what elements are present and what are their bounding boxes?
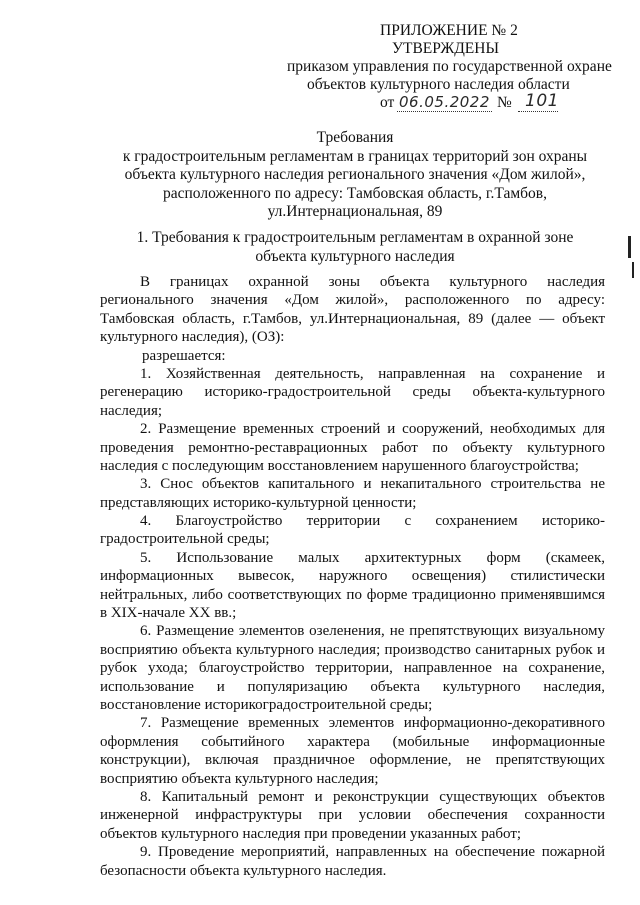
requirement-line: информационных вывесок, наружного освещения) стилистически xyxy=(100,568,605,585)
requirement-line: в XIX-начале XX вв.; xyxy=(100,605,237,622)
date-prefix: от xyxy=(380,94,395,111)
requirement-line: восприятию объекта культурного наследия; xyxy=(100,770,379,787)
requirement-item xyxy=(100,788,605,843)
order-line-2: объектов культурного наследия области xyxy=(307,76,570,93)
title-line-5: ул.Интернациональная, 89 xyxy=(267,203,443,220)
requirement-line: нейтральных, либо соответствующих по форме традиционно применявшимся xyxy=(100,586,605,603)
section-heading xyxy=(120,229,590,266)
permitted-label: разрешается: xyxy=(142,347,226,364)
intro-line: В границах охранной зоны объекта культурного наследия xyxy=(140,274,605,290)
requirement-line: рубок ухода; благоустройство территории, направленное на сохранение, xyxy=(100,660,605,677)
body-text xyxy=(100,273,605,880)
requirement-line: конструкции), включая праздничное оформление, не препятствующих xyxy=(100,752,605,769)
scan-mark xyxy=(632,262,634,278)
requirement-line: объектов культурного наследия при проведении указанных работ; xyxy=(100,825,522,842)
requirement-line: проведения ремонтно-реставрационных работ по объекту культурного xyxy=(100,439,605,456)
requirement-line: безопасности объекта культурного наследия. xyxy=(100,862,387,879)
requirement-line: 1. Хозяйственная деятельность, направленная на сохранение и xyxy=(140,365,605,382)
title-line-4: расположенного по адресу: Тамбовская область, г.Тамбов, xyxy=(163,184,547,202)
title-line-1: Требования xyxy=(316,129,394,146)
intro-line: регионального значения «Дом жилой», расположенного по адресу: xyxy=(100,292,605,309)
requirements-list xyxy=(100,365,605,880)
requirement-line: 8. Капитальный ремонт и реконструкции существующих объектов xyxy=(140,788,605,805)
handwritten-number: 101 xyxy=(525,91,559,111)
handwritten-date: 06.05.2022 xyxy=(399,93,490,111)
section-line-1: 1. Требования к градостроительным регламентам в охранной зоне xyxy=(136,229,574,246)
requirement-item xyxy=(100,365,605,420)
requirement-line: инженерной инфраструктуры при условии обеспечения сохранности xyxy=(100,807,605,824)
requirement-item xyxy=(100,622,605,714)
title-line-3: объекта культурного наследия регионального значения «Дом жилой», xyxy=(124,166,586,183)
requirement-item xyxy=(100,512,605,549)
intro-paragraph xyxy=(100,273,605,347)
document-title xyxy=(95,129,615,222)
requirement-line: 3. Снос объектов капитального и некапитального строительства не xyxy=(140,476,605,493)
requirement-line: 9. Проведение мероприятий, направленных на обеспечение пожарной xyxy=(140,844,605,861)
requirement-line: представляющих историко-культурной ценности; xyxy=(100,494,417,511)
number-underline xyxy=(518,110,558,112)
requirement-line: восстановление историкоградостроительной среды; xyxy=(100,696,433,713)
date-underline xyxy=(397,110,492,112)
requirement-line: оформления событийного характера (мобильные информационные xyxy=(100,733,605,750)
requirement-line: наследия с последующим восстановлением нарушенного благоустройства; xyxy=(100,457,579,474)
requirement-line: восприятию объекта культурного наследия; производство санитарных рубок и xyxy=(100,641,605,658)
title-line-2: к градостроительным регламентам в границах территорий зон охраны xyxy=(122,147,588,165)
requirement-line: 2. Размещение временных строений и сооружений, необходимых для xyxy=(140,421,605,438)
requirement-line: 6. Размещение элементов озеленения, не препятствующих визуальному xyxy=(140,623,605,640)
requirement-line: использование и популяризацию объекта культурного наследия, xyxy=(100,678,605,695)
requirement-item xyxy=(100,420,605,475)
approved-label: УТВЕРЖДЕНЫ xyxy=(392,40,499,57)
requirement-item xyxy=(100,475,605,512)
requirement-line: 5. Использование малых архитектурных форм (скамеек, xyxy=(140,549,605,566)
order-line-1: приказом управления по государственной охране xyxy=(287,58,612,75)
appendix-label: ПРИЛОЖЕНИЕ № 2 xyxy=(380,22,518,39)
requirement-line: наследия; xyxy=(100,402,163,419)
requirement-item xyxy=(100,843,605,880)
number-prefix: № xyxy=(497,94,512,111)
intro-line: Тамбовская область, г.Тамбов, ул.Интернациональная, 89 (далее — объект xyxy=(100,310,605,327)
requirement-line: 7. Размещение временных элементов информационно-декоративного xyxy=(140,715,605,732)
intro-line: культурного наследия), (ОЗ): xyxy=(100,329,285,346)
requirement-line: регенерацию историко-градостроительной среды объекта-культурного xyxy=(100,384,605,401)
scan-mark xyxy=(628,236,631,258)
requirement-line: градостроительной среды; xyxy=(100,531,270,548)
requirement-item xyxy=(100,549,605,623)
requirement-item xyxy=(100,714,605,788)
section-line-2: объекта культурного наследия xyxy=(255,247,455,265)
requirement-line: 4. Благоустройство территории с сохранением историко- xyxy=(140,513,605,530)
